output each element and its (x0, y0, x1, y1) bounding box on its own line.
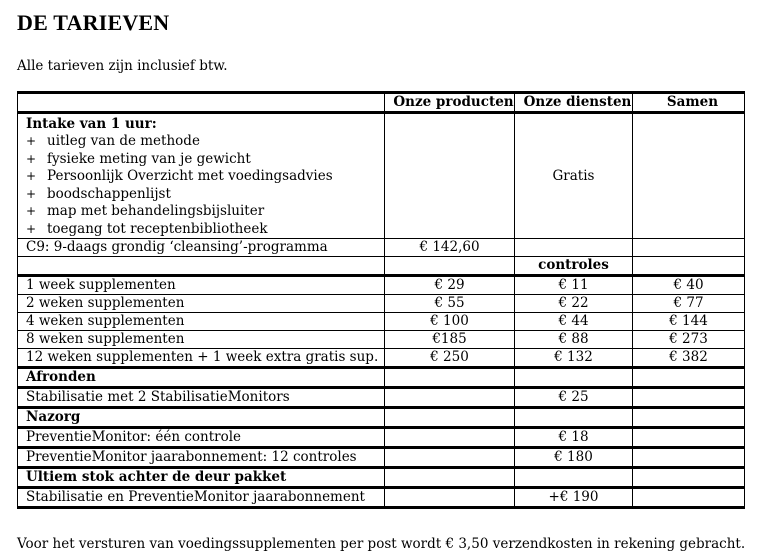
list-item (26, 168, 384, 186)
plus-icon: + (26, 204, 37, 218)
nazorg-heading: Nazorg (18, 408, 385, 428)
controles-row (18, 257, 745, 276)
empty-cell (633, 488, 745, 508)
list-item (26, 133, 384, 151)
empty-cell (385, 428, 515, 448)
row-label: Stabilisatie met 2 StabilisatieMonitors (18, 388, 385, 408)
empty-cell (385, 408, 515, 428)
table-row (18, 313, 745, 331)
empty-cell (633, 428, 745, 448)
row-diensten: € 22 (515, 295, 633, 313)
list-item (26, 221, 384, 239)
row-label: 4 weken supplementen (18, 313, 385, 331)
cleansing-diensten (515, 239, 633, 257)
empty-cell (633, 468, 745, 488)
empty-cell (633, 368, 745, 388)
row-label: 1 week supplementen (18, 276, 385, 295)
section-heading-row (18, 408, 745, 428)
controles-blank (18, 257, 385, 276)
row-label: PreventieMonitor jaarabonnement: 12 controles (18, 448, 385, 468)
intake-item-label: toegang tot receptenbibliotheek (47, 220, 268, 237)
row-producten: € 250 (385, 349, 515, 368)
afronden-heading: Afronden (18, 368, 385, 388)
plus-icon: + (26, 221, 37, 236)
table-row (18, 239, 745, 257)
plus-icon: + (26, 186, 37, 201)
row-diensten: € 25 (515, 388, 633, 408)
row-diensten: +€ 190 (515, 488, 633, 508)
section-heading-row (18, 368, 745, 388)
shipping-footnote: Voor het versturen van voedingssupplementen per post wordt € 3,50 verzendkosten in rekening gebracht. (17, 536, 746, 552)
empty-cell (515, 468, 633, 488)
ultiem-heading: Ultiem stok achter de deur pakket (18, 468, 385, 488)
header-producten: Onze producten (385, 93, 515, 113)
table-row (18, 276, 745, 295)
empty-cell (515, 368, 633, 388)
intake-producten (385, 113, 515, 239)
empty-cell (385, 448, 515, 468)
subtitle: Alle tarieven zijn inclusief btw. (17, 58, 228, 74)
row-label: 12 weken supplementen + 1 week extra gratis sup. (18, 349, 385, 368)
page-title: DE TARIEVEN (17, 10, 170, 35)
intake-item-label: Persoonlijk Overzicht met voedingsadvies (47, 168, 333, 184)
empty-cell (515, 408, 633, 428)
header-samen: Samen (633, 93, 745, 113)
empty-cell (633, 408, 745, 428)
intake-samen (633, 113, 745, 239)
empty-cell (385, 468, 515, 488)
table-row (18, 388, 745, 408)
plus-icon: + (26, 151, 37, 166)
table-row (18, 448, 745, 468)
row-label: Stabilisatie en PreventieMonitor jaarabonnement (18, 488, 385, 508)
row-samen: € 382 (633, 349, 745, 368)
plus-icon: + (26, 169, 37, 183)
empty-cell (385, 368, 515, 388)
plus-icon: + (26, 134, 37, 148)
header-blank (18, 93, 385, 113)
header-diensten: Onze diensten (515, 93, 633, 113)
intake-item-label: uitleg van de methode (47, 133, 200, 149)
row-label: 8 weken supplementen (18, 331, 385, 349)
section-heading-row (18, 468, 745, 488)
intake-item-label: boodschappenlijst (47, 185, 171, 202)
intake-row (18, 113, 745, 239)
price-table (17, 91, 745, 509)
table-header-row (18, 93, 745, 113)
row-samen: € 40 (633, 276, 745, 295)
controles-label: controles (515, 257, 633, 276)
row-samen: € 273 (633, 331, 745, 349)
table-row (18, 331, 745, 349)
intake-item-label: fysieke meting van je gewicht (47, 150, 251, 167)
controles-blank (633, 257, 745, 276)
row-diensten: € 88 (515, 331, 633, 349)
row-samen: € 77 (633, 295, 745, 313)
empty-cell (385, 388, 515, 408)
cleansing-label: C9: 9-daags grondig ‘cleansing’-programma (18, 239, 385, 257)
row-diensten: € 11 (515, 276, 633, 295)
row-diensten: € 180 (515, 448, 633, 468)
table-row (18, 488, 745, 508)
cleansing-samen (633, 239, 745, 257)
empty-cell (633, 448, 745, 468)
list-item (26, 151, 384, 169)
intake-diensten: Gratis (515, 113, 633, 239)
intake-item-label: map met behandelingsbijsluiter (47, 203, 265, 219)
row-diensten: € 132 (515, 349, 633, 368)
intake-cell (18, 113, 385, 239)
cleansing-producten: € 142,60 (385, 239, 515, 257)
intake-heading: Intake van 1 uur: (26, 116, 157, 132)
list-item (26, 203, 384, 221)
list-item (26, 186, 384, 204)
row-label: 2 weken supplementen (18, 295, 385, 313)
row-diensten: € 44 (515, 313, 633, 331)
row-diensten: € 18 (515, 428, 633, 448)
row-label: PreventieMonitor: één controle (18, 428, 385, 448)
empty-cell (385, 488, 515, 508)
table-row (18, 295, 745, 313)
row-producten: € 100 (385, 313, 515, 331)
row-producten: € 55 (385, 295, 515, 313)
controles-blank (385, 257, 515, 276)
table-row (18, 349, 745, 368)
row-producten: €185 (385, 331, 515, 349)
row-producten: € 29 (385, 276, 515, 295)
row-samen: € 144 (633, 313, 745, 331)
empty-cell (633, 388, 745, 408)
table-row (18, 428, 745, 448)
